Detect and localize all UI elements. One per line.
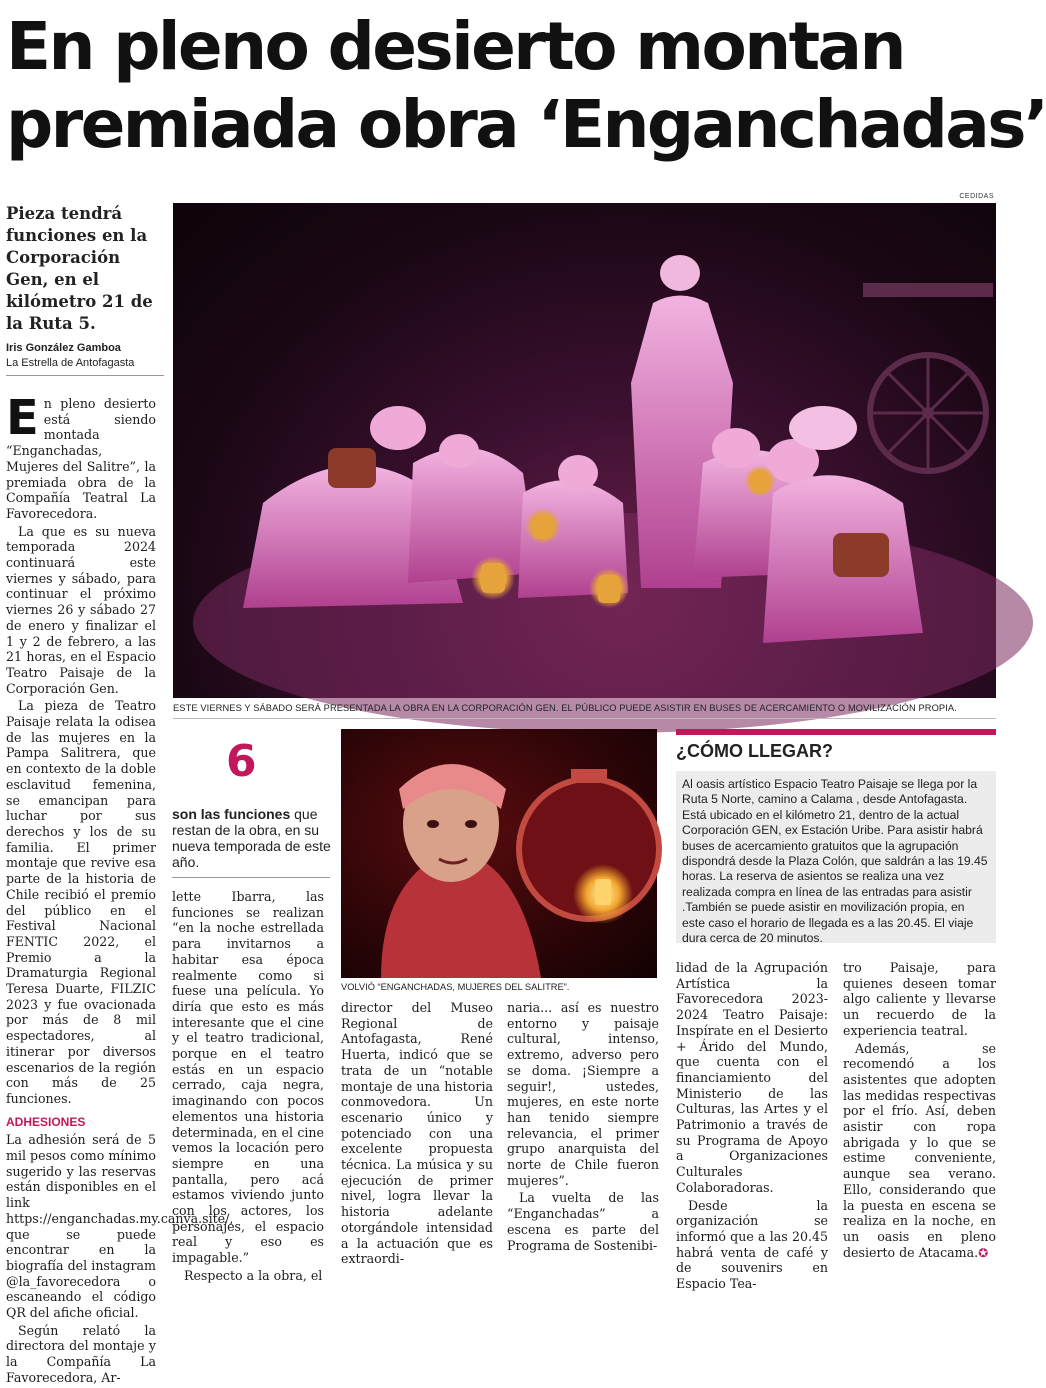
subhead-adhesiones: ADHESIONES	[6, 1114, 86, 1129]
headline-line-1: En pleno desierto montan	[6, 8, 904, 85]
col2-paragraph-1: lette Ibarra, las funciones se realizan “en la noche estrellada para invitarnos a habitar esa época realmente como si fuese una película. Yo diría que esto es más interesante que el cine y el teatro tradicional, porque en el teatro estás en un espacio cerrado, caja negra, imaginando con pocos elementos una historia determinada, en el cine vemos la locación pero siempre en una pantalla, pero acá estamos viviendo junto con los actores, los personajes, el espacio real y eso es impagable.”	[172, 889, 324, 1266]
main-photo-divider	[173, 718, 996, 719]
byline-author: Iris González Gamboa	[6, 342, 121, 354]
col1-paragraph-2: La que es su nueva temporada 2024 continuará este viernes y sábado, para continuar el próximo viernes 26 y sábado 27 de enero y finalizar el 1 y 2 de febrero, a las 21 horas, en el Espacio Teatro Paisaje de la Corporación Gen.	[6, 523, 156, 696]
col1-paragraph-5: Según relató la directora del montaje y la Compañía La Favorecedora, Ar-	[6, 1322, 156, 1385]
col4-paragraph-2: La vuelta de las “Enganchadas” a escena es parte del Programa de Sostenibi-	[507, 1190, 659, 1253]
article-column-6	[843, 960, 996, 1263]
col1-paragraph-4: La adhesión será de 5 mil pesos como mínimo sugerido y las reservas están disponibles en el link https://enganchadas.my.canva.site/, que se puede encontrar en la biografía del instagram @la_favorecedora o escaneando el código QR del afiche oficial.	[6, 1132, 234, 1321]
article-column-5	[676, 960, 828, 1294]
second-photo-caption: VOLVIÓ “ENGANCHADAS, MUJERES DEL SALITRE”.	[341, 982, 570, 992]
main-photo-caption: ESTE VIERNES Y SÁBADO SERÁ PRESENTADA LA OBRA EN LA CORPORACIÓN GEN. EL PÚBLICO PUEDE ASISTIR EN BUSES DE ACERCAMIENTO O MOVILIZACIÓN PROPIA.	[173, 703, 957, 713]
info-box-body: Al oasis artístico Espacio Teatro Paisaje se llega por la Ruta 5 Norte, camino a Calama , desde Antofagasta. Está ubicado en el kilómetro 21, dentro de la actual Corporación GEN, ex Estación Uribe. Para asistir habrá buses de acercamiento gratuitos que la agrupación dispondrá desde la Plaza Colón, que saldrán a las 19.45 horas. La reserva de asientos se realiza una vez realizada compra en línea de las entradas para asistir .También se puede asistir en movilización propia, en este caso el horario de llegada es a las 20.45. El viaje dura cerca de 20 minutos.	[682, 777, 988, 946]
col6-paragraph-1: tro Paisaje, para quienes deseen tomar algo caliente y llevarse un recuerdo de la experiencia teatral.	[843, 960, 996, 1038]
deck: Pieza tendrá funciones en la Corporación Gen, en el kilómetro 21 de la Ruta 5.	[6, 204, 153, 333]
stat-bold: son las funciones	[172, 806, 291, 822]
byline-divider	[6, 375, 164, 376]
col2-paragraph-2: Respecto a la obra, el	[184, 1267, 323, 1283]
stat-number: 6	[226, 736, 257, 787]
second-photo	[341, 729, 657, 978]
article-column-2	[172, 889, 324, 1286]
headline	[6, 8, 1046, 164]
stat-rest: que restan de la obra, en su nueva temporada de este año.	[172, 806, 331, 870]
col5-paragraph-1: lidad de la Agrupación Artística la Favorecedora 2023-2024 Teatro Paisaje: Inspírate en el Desierto + Árido del Mundo, que cuenta con el financiamiento del Ministerio de las Culturas, las Artes y el Patrimonio a través de su Programa de Apoyo a Organizaciones Culturales Colaboradoras.	[676, 960, 828, 1195]
col1-paragraph-3: La pieza de Teatro Paisaje relata la odisea de las mujeres en la Pampa Salitrera, que en contexto de la doble esclavitud femenina, se emancipan para luchar por sus derechos y los de su familia. El primer montaje que revive esa parte de la historia de Chile recibió el premio del público en el Festival Nacional FENTIC 2022, el Premio a la Dramaturgia Regional Teresa Duarte, FILZIC 2023 y fue ovacionada por más de 8 mil espectadores, al itinerar por diversos escenarios de la región con más de 25 funciones.	[6, 698, 156, 1106]
stat-text	[172, 806, 332, 870]
byline-publication: La Estrella de Antofagasta	[6, 357, 135, 369]
info-box	[676, 771, 996, 946]
col3-paragraph-1: director del Museo Regional de Antofagasta, René Huerta, indicó que se trata de un “notable montaje de una historia conmovedora. Un escenario único y potenciado con una excelente propuesta técnica. La música y su ejecución de primer nivel, logra llevar la historia adelante otorgándole intensidad a la actuación que es extraordi-	[341, 1000, 493, 1267]
headline-line-2: premiada obra ‘Enganchadas’	[6, 86, 1046, 163]
article-column-4	[507, 1000, 659, 1255]
article-column-3	[341, 1000, 493, 1269]
theater-performance-photo-icon	[173, 203, 996, 698]
col6-paragraph-2: Además, se recomendó a los asistentes que adopten las medidas respectivas por el frío. Así, deben asistir con ropa abrigada y lo que se estime conveniente, aunque sea verano. Ello, considerando que la puesta en escena se realiza en la noche, en un oasis en pleno desierto de Atacama.	[843, 1040, 996, 1260]
photo-credit: CEDIDAS	[959, 193, 994, 200]
col5-paragraph-2: Desde la organización se informó que a las 20.45 habrá venta de café y de souvenirs en Espacio Tea-	[676, 1197, 828, 1292]
info-box-accent-bar	[676, 729, 996, 735]
col4-paragraph-1: naria... así es nuestro entorno y paisaje cultural, intenso, extremo, adverso pero se doma. ¡Siempre a seguir!, ustedes, mujeres, en este norte han tenido siempre relevancia, el primer grupo anarquista del norte de Chile fueron mujeres”.	[507, 1000, 659, 1188]
actress-with-lantern-photo-icon	[341, 729, 657, 978]
info-box-title: ¿CÓMO LLEGAR?	[676, 741, 833, 761]
stat-divider	[172, 877, 330, 878]
dropcap: E	[6, 390, 39, 446]
end-mark-icon: ✪	[978, 1245, 989, 1260]
col1-paragraph-1: n pleno desierto está siendo montada “Enganchadas, Mujeres del Salitre”, la premiada obra de la Compañía Teatral La Favorecedora.	[6, 396, 156, 521]
main-photo	[173, 203, 996, 698]
